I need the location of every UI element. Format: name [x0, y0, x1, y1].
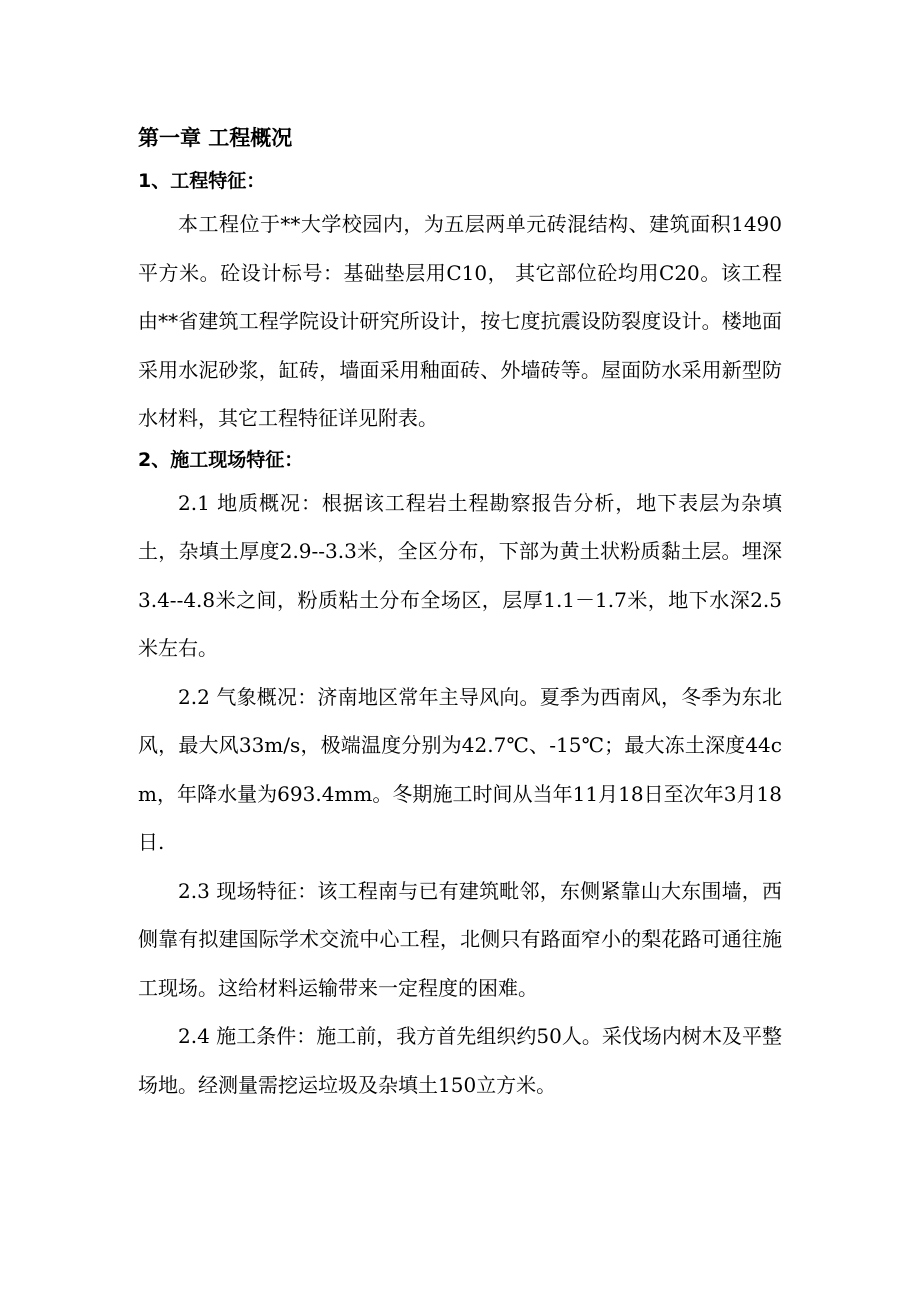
paragraph-weather: 2.2 气象概况：济南地区常年主导风向。夏季为西南风，冬季为东北风，最大风33m/s，极端温度分别为42.7℃、-15℃；最大冻土深度44cm，年降水量为693.4mm。冬期施工时间从当年11月18日至次年3月18日.	[138, 684, 782, 854]
paragraph-site: 2.3 现场特征：该工程南与已有建筑毗邻，东侧紧靠山大东围墙，西侧靠有拟建国际学术交流中心工程，北侧只有路面窄小的梨花路可通往施工现场。这给材料运输带来一定程度的困难。	[138, 878, 782, 1000]
section-title-engineering-features: 1、工程特征：	[138, 170, 266, 192]
paragraph-engineering-features: 本工程位于**大学校园内，为五层两单元砖混结构、建筑面积1490平方米。砼设计标号：基础垫层用C10， 其它部位砼均用C20。该工程由**省建筑工程学院设计研究所设计，按七度抗震设防裂度设计。楼地面采用水泥砂浆，缸砖，墙面采用釉面砖、外墙砖等。屋面防水采用新型防水材料，其它工程特征详见附表。	[138, 212, 782, 430]
chapter-title: 第一章 工程概况	[138, 126, 293, 150]
section-title-site-features: 2、施工现场特征：	[138, 448, 304, 471]
paragraph-geology: 2.1 地质概况：根据该工程岩土程勘察报告分析，地下表层为杂填土，杂填土厚度2.9--3.3米，全区分布，下部为黄土状粉质黏土层。埋深3.4--4.8米之间，粉质粘土分布全场区，层厚1.1－1.7米，地下水深2.5米左右。	[138, 490, 782, 660]
paragraph-conditions: 2.4 施工条件：施工前，我方首先组织约50人。采伐场内树木及平整场地。经测量需挖运垃圾及杂填土150立方米。	[138, 1024, 782, 1097]
